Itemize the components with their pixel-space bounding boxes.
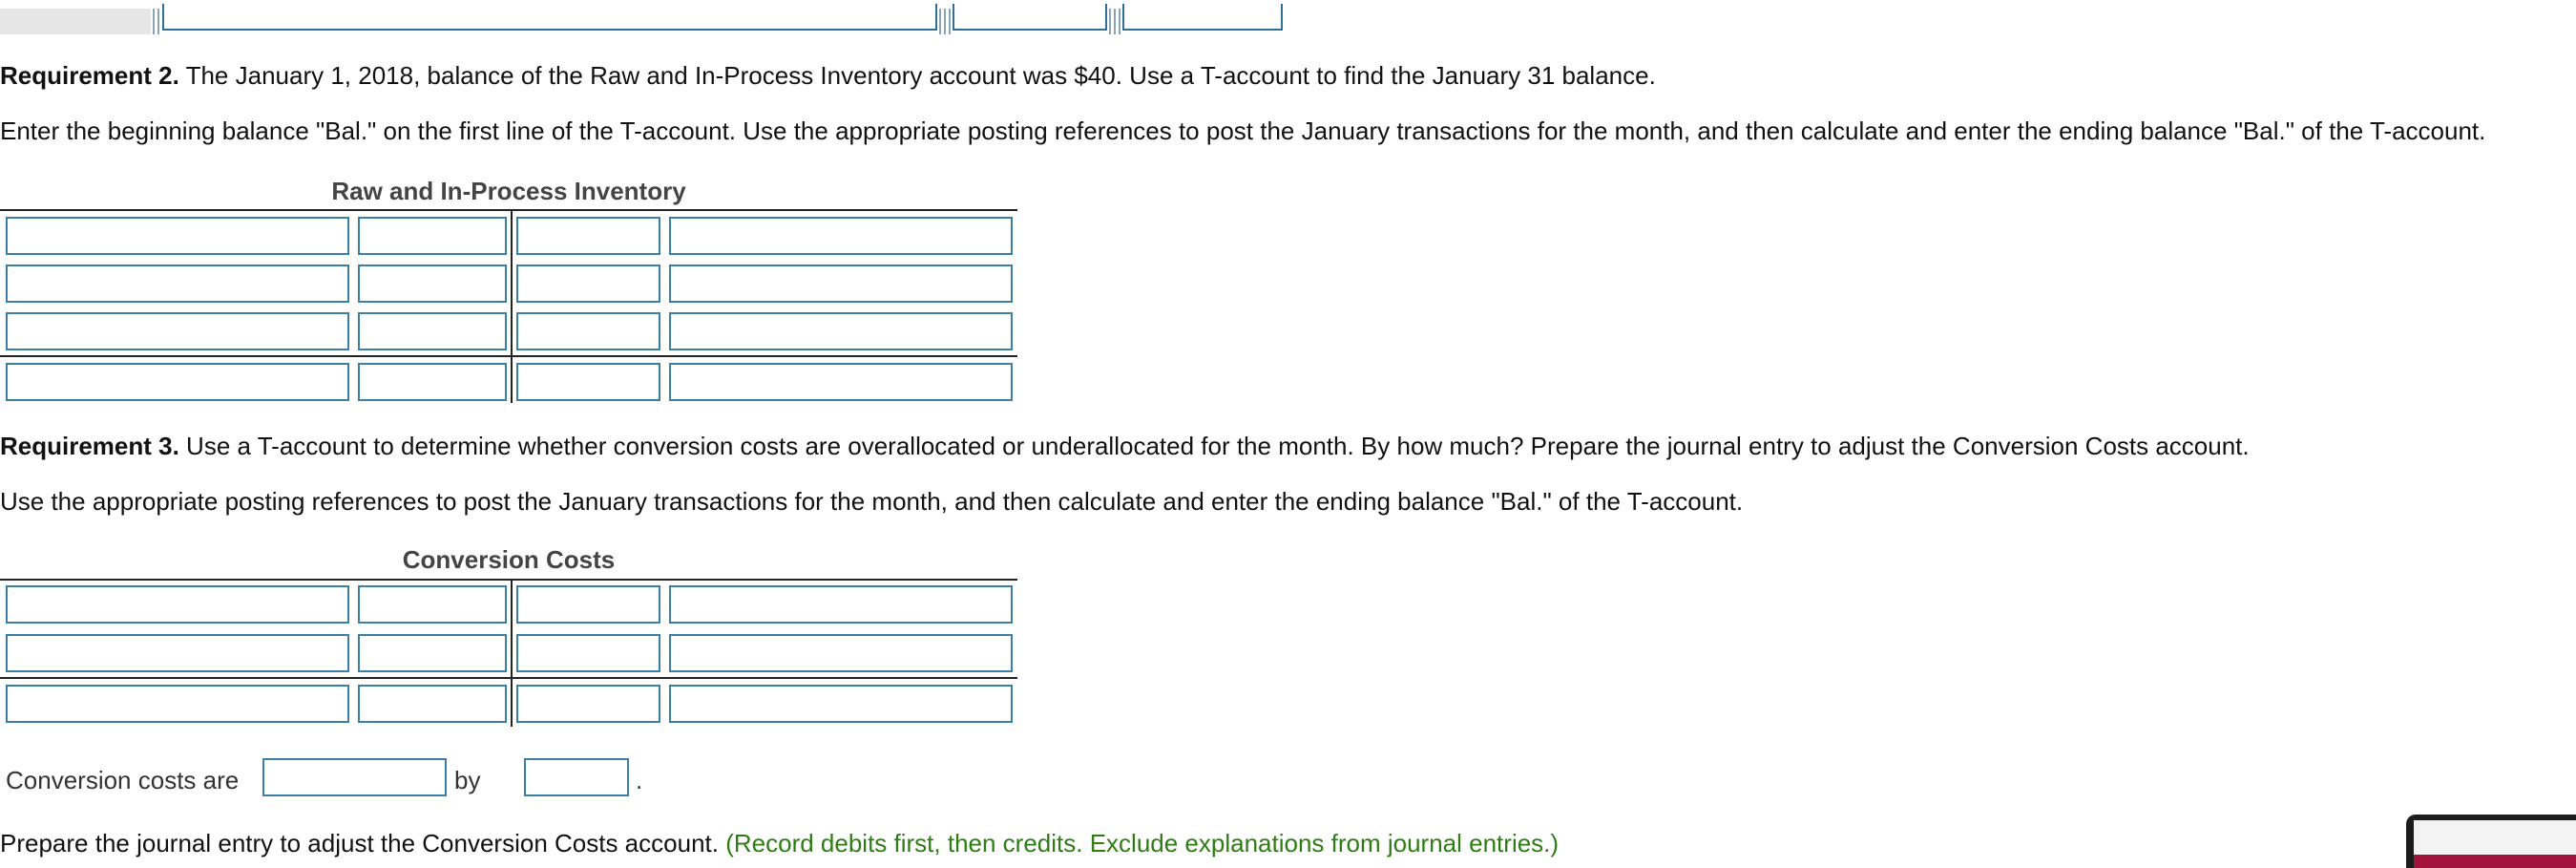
raw-inventory-debit-ref-input[interactable] bbox=[6, 265, 349, 303]
previous-input-box[interactable] bbox=[1122, 4, 1283, 31]
top-divider bbox=[153, 9, 155, 34]
conversion-costs-credit-ref-input[interactable] bbox=[669, 585, 1013, 624]
conversion-prefix-label: Conversion costs are bbox=[6, 766, 240, 794]
requirement-2-heading: Requirement 2. bbox=[0, 61, 179, 90]
taccount-conversion-balance-line bbox=[0, 677, 1017, 679]
conversion-costs-debit-ref-input[interactable] bbox=[6, 685, 349, 723]
requirement-3-body: Use a T-account to determine whether conversion costs are overallocated or underallocated for the month. By how much? Prepare the journal entry to adjust the Conversion Costs account. bbox=[178, 432, 2250, 460]
requirement-3-heading: Requirement 3. bbox=[0, 432, 179, 460]
conversion-costs-credit-ref-input[interactable] bbox=[669, 634, 1013, 672]
top-scroll-remnant bbox=[0, 9, 151, 34]
requirement-3-text bbox=[0, 432, 2250, 460]
conversion-amount-input[interactable] bbox=[524, 758, 629, 796]
requirement-2-body: The January 1, 2018, balance of the Raw and In-Process Inventory account was $40. Use a T-account to find the January 31 balance. bbox=[178, 61, 1656, 90]
raw-inventory-debit-ref-input[interactable] bbox=[6, 312, 349, 350]
conversion-costs-credit-ref-input[interactable] bbox=[669, 685, 1013, 723]
conversion-status-select[interactable] bbox=[262, 758, 447, 796]
requirement-3-instruction: Use the appropriate posting references to post the January transactions for the month, and then calculate and enter the ending balance "Bal." of the T-account. bbox=[0, 487, 1744, 516]
conversion-costs-credit-amount-input[interactable] bbox=[516, 685, 660, 723]
top-divider bbox=[1114, 9, 1116, 34]
requirement-2-text bbox=[0, 61, 1656, 90]
conversion-costs-debit-amount-input[interactable] bbox=[358, 685, 507, 723]
raw-inventory-credit-ref-input[interactable] bbox=[669, 265, 1013, 303]
taccount-raw-balance-line bbox=[0, 355, 1017, 357]
top-divider bbox=[949, 9, 951, 34]
top-divider bbox=[939, 9, 941, 34]
journal-text: Prepare the journal entry to adjust the Conversion Costs account. bbox=[0, 829, 719, 857]
journal-prompt bbox=[0, 829, 1559, 857]
conversion-costs-credit-amount-input[interactable] bbox=[516, 585, 660, 624]
raw-inventory-debit-amount-input[interactable] bbox=[358, 312, 507, 350]
taccount-raw-center-line bbox=[511, 209, 513, 403]
screen-thumbnail[interactable] bbox=[2406, 815, 2576, 868]
raw-inventory-credit-amount-input[interactable] bbox=[516, 217, 660, 255]
previous-input-box[interactable] bbox=[162, 4, 937, 31]
raw-inventory-debit-ref-input[interactable] bbox=[6, 217, 349, 255]
raw-inventory-debit-amount-input[interactable] bbox=[358, 265, 507, 303]
taccount-conversion-title: Conversion Costs bbox=[402, 545, 616, 574]
raw-inventory-credit-ref-input[interactable] bbox=[669, 217, 1013, 255]
conversion-costs-debit-amount-input[interactable] bbox=[358, 585, 507, 624]
thumbnail-bar bbox=[2414, 855, 2576, 868]
conversion-costs-debit-ref-input[interactable] bbox=[6, 585, 349, 624]
conversion-costs-debit-ref-input[interactable] bbox=[6, 634, 349, 672]
raw-inventory-credit-ref-input[interactable] bbox=[669, 312, 1013, 350]
conversion-suffix-label: . bbox=[636, 766, 643, 794]
requirement-2-instruction: Enter the beginning balance "Bal." on the first line of the T-account. Use the appropriate posting references to post the January transactions for the month, and then calculate and enter the ending balance "Bal." of the T-account. bbox=[0, 116, 2486, 145]
conversion-by-label: by bbox=[454, 766, 481, 794]
conversion-costs-debit-amount-input[interactable] bbox=[358, 634, 507, 672]
conversion-costs-credit-amount-input[interactable] bbox=[516, 634, 660, 672]
taccount-conversion-center-line bbox=[511, 579, 513, 727]
taccount-raw-title: Raw and In-Process Inventory bbox=[331, 177, 686, 205]
top-divider bbox=[1119, 9, 1120, 34]
raw-inventory-debit-amount-input[interactable] bbox=[358, 217, 507, 255]
top-divider bbox=[157, 9, 159, 34]
raw-inventory-debit-ref-input[interactable] bbox=[6, 363, 349, 401]
raw-inventory-credit-amount-input[interactable] bbox=[516, 363, 660, 401]
raw-inventory-credit-amount-input[interactable] bbox=[516, 312, 660, 350]
raw-inventory-debit-amount-input[interactable] bbox=[358, 363, 507, 401]
raw-inventory-credit-amount-input[interactable] bbox=[516, 265, 660, 303]
taccount-raw-top-line bbox=[0, 209, 1017, 211]
raw-inventory-credit-ref-input[interactable] bbox=[669, 363, 1013, 401]
taccount-conversion-top-line bbox=[0, 579, 1017, 581]
previous-input-box[interactable] bbox=[953, 4, 1107, 31]
top-divider bbox=[944, 9, 946, 34]
top-divider bbox=[1109, 9, 1111, 34]
journal-hint: (Record debits first, then credits. Exclude explanations from journal entries.) bbox=[725, 829, 1560, 857]
